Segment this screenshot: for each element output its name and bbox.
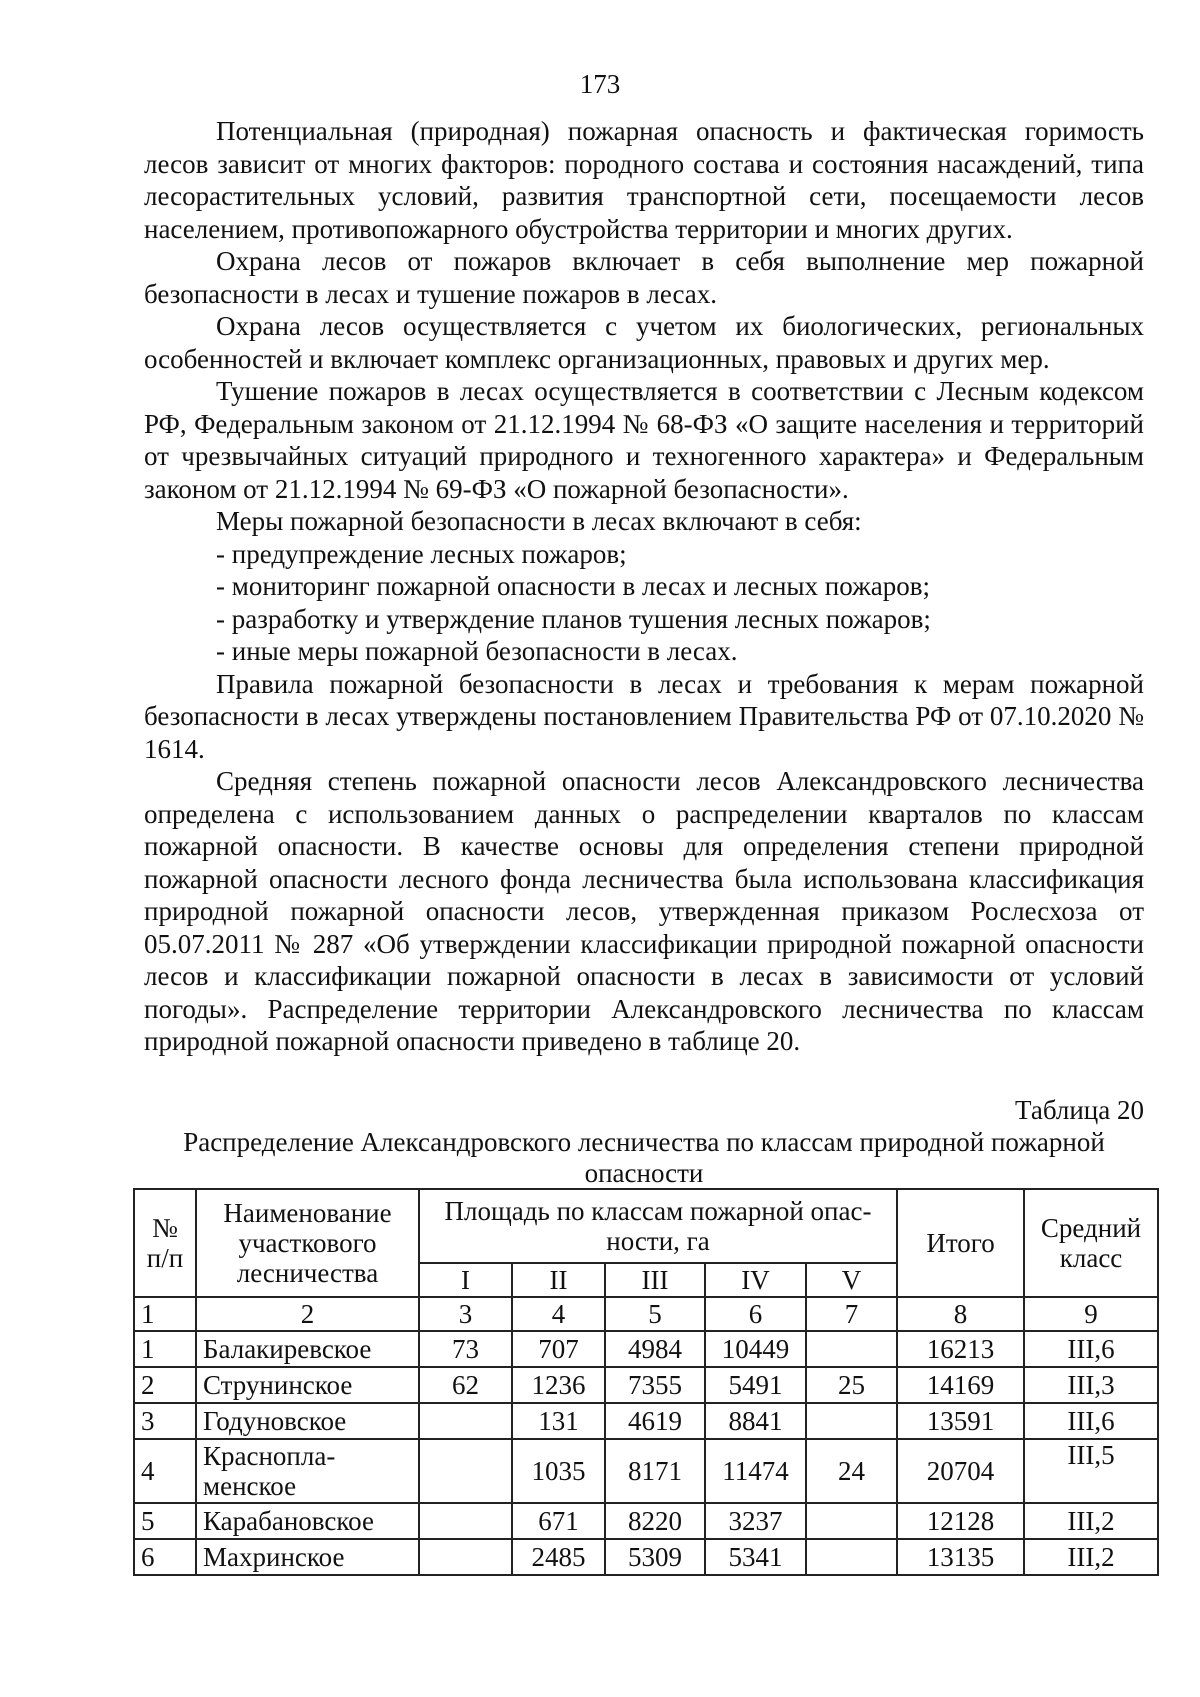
cell-class-5 <box>806 1403 897 1439</box>
table-caption: Распределение Александровского лесничества по классам природной пожарной опасности <box>183 1127 1105 1188</box>
header-class: I <box>419 1263 512 1297</box>
table-row <box>134 1439 1158 1503</box>
header-class: III <box>605 1263 705 1297</box>
col-number: 8 <box>897 1297 1024 1331</box>
cell-class-4: 5341 <box>705 1539 806 1575</box>
header-num: № п/п <box>134 1189 196 1297</box>
col-number: 3 <box>419 1297 512 1331</box>
header-avg: Средний класс <box>1024 1189 1158 1297</box>
table-row <box>134 1503 1158 1539</box>
cell-class-2: 1035 <box>512 1439 605 1503</box>
table-number: Таблица 20 <box>1015 1095 1144 1125</box>
cell-avg: III,3 <box>1024 1367 1158 1403</box>
cell-total: 13135 <box>897 1539 1024 1575</box>
cell-class-2: 131 <box>512 1403 605 1439</box>
cell-class-5 <box>806 1331 897 1367</box>
cell-name: Карабановское <box>196 1503 419 1539</box>
cell-class-4: 3237 <box>705 1503 806 1539</box>
col-number: 2 <box>196 1297 419 1331</box>
list-item: - разработку и утверждение планов тушения лесных пожаров; <box>216 603 931 634</box>
cell-class-1 <box>419 1403 512 1439</box>
fire-danger-table <box>133 1188 1159 1576</box>
cell-name: Махринское <box>196 1539 419 1575</box>
cell-class-1 <box>419 1539 512 1575</box>
cell-total: 16213 <box>897 1331 1024 1367</box>
header-class: V <box>806 1263 897 1297</box>
cell-class-3: 4984 <box>605 1331 705 1367</box>
cell-class-3: 4619 <box>605 1403 705 1439</box>
list-item: - предупреждение лесных пожаров; <box>216 538 627 569</box>
cell-num: 6 <box>134 1539 196 1575</box>
cell-total: 14169 <box>897 1367 1024 1403</box>
col-number: 9 <box>1024 1297 1158 1331</box>
paragraph: Тушение пожаров в лесах осуществляется в соответствии с Лесным кодексом РФ, Федеральным законом от 21.12.1994 № 68-ФЗ «О защите населения и территорий от чрезвычайных ситуаций природного и техногенного характера» и Федеральным законом от 21.12.1994 № 69-ФЗ «О пожарной безопасности». <box>144 376 1144 504</box>
cell-class-5 <box>806 1503 897 1539</box>
header-total: Итого <box>897 1189 1024 1297</box>
cell-class-3: 8220 <box>605 1503 705 1539</box>
cell-avg: III,2 <box>1024 1539 1158 1575</box>
col-number: 7 <box>806 1297 897 1331</box>
cell-class-1 <box>419 1439 512 1503</box>
cell-class-3: 8171 <box>605 1439 705 1503</box>
cell-total: 20704 <box>897 1439 1024 1503</box>
header-class: IV <box>705 1263 806 1297</box>
cell-class-4: 10449 <box>705 1331 806 1367</box>
cell-class-2: 707 <box>512 1331 605 1367</box>
cell-class-5: 24 <box>806 1439 897 1503</box>
cell-name: Краснопла-менское <box>196 1439 419 1503</box>
paragraph: Правила пожарной безопасности в лесах и требования к мерам пожарной безопасности в лесах утверждены постановлением Правительства РФ от 07.10.2020 № 1614. <box>144 668 1144 764</box>
list-item: - иные меры пожарной безопасности в лесах. <box>216 636 738 666</box>
cell-num: 3 <box>134 1403 196 1439</box>
cell-class-4: 11474 <box>705 1439 806 1503</box>
cell-name: Балакиревское <box>196 1331 419 1367</box>
cell-num: 5 <box>134 1503 196 1539</box>
col-number: 1 <box>134 1297 196 1331</box>
cell-class-3: 7355 <box>605 1367 705 1403</box>
cell-total: 12128 <box>897 1503 1024 1539</box>
list-item: - мониторинг пожарной опасности в лесах и лесных пожаров; <box>216 571 930 601</box>
cell-class-1: 73 <box>419 1331 512 1367</box>
table-row <box>134 1331 1158 1367</box>
body-text <box>144 115 1144 1058</box>
cell-name: Годуновское <box>196 1403 419 1439</box>
cell-class-2: 2485 <box>512 1539 605 1575</box>
table-row <box>134 1403 1158 1439</box>
cell-class-5 <box>806 1539 897 1575</box>
col-number: 4 <box>512 1297 605 1331</box>
cell-class-2: 671 <box>512 1503 605 1539</box>
cell-class-2: 1236 <box>512 1367 605 1403</box>
table-row <box>134 1367 1158 1403</box>
cell-class-5: 25 <box>806 1367 897 1403</box>
header-class: II <box>512 1263 605 1297</box>
cell-num: 4 <box>134 1439 196 1503</box>
cell-avg: III,5 <box>1024 1439 1158 1503</box>
cell-avg: III,2 <box>1024 1503 1158 1539</box>
cell-class-4: 5491 <box>705 1367 806 1403</box>
paragraph: Охрана лесов осуществляется с учетом их биологических, региональных особенностей и включает комплекс организационных, правовых и других мер. <box>144 311 1144 374</box>
header-area: Площадь по классам пожарной опас-ности, га <box>419 1189 897 1263</box>
col-number: 6 <box>705 1297 806 1331</box>
cell-class-4: 8841 <box>705 1403 806 1439</box>
cell-class-1 <box>419 1503 512 1539</box>
page-number: 173 <box>579 69 621 99</box>
paragraph: Меры пожарной безопасности в лесах включают в себя: <box>216 506 862 536</box>
cell-avg: III,6 <box>1024 1403 1158 1439</box>
cell-num: 1 <box>134 1331 196 1367</box>
table-row <box>134 1539 1158 1575</box>
paragraph: Потенциальная (природная) пожарная опасность и фактическая горимость лесов зависит от многих факторов: породного состава и состояния насаждений, типа лесорастительных условий, развития транспортной сети, посещаемости лесов населением, противопожарного обустройства территории и многих других. <box>144 116 1144 244</box>
paragraph: Охрана лесов от пожаров включает в себя выполнение мер пожарной безопасности в лесах и тушение пожаров в лесах. <box>144 246 1144 309</box>
cell-num: 2 <box>134 1367 196 1403</box>
cell-name: Струнинское <box>196 1367 419 1403</box>
cell-total: 13591 <box>897 1403 1024 1439</box>
cell-avg: III,6 <box>1024 1331 1158 1367</box>
col-number: 5 <box>605 1297 705 1331</box>
cell-class-3: 5309 <box>605 1539 705 1575</box>
paragraph: Средняя степень пожарной опасности лесов Александровского лесничества определена с использованием данных о распределении кварталов по классам пожарной опасности. В качестве основы для определения степени природной пожарной опасности лесного фонда лесничества была использована классификация природной пожарной опасности лесов, утвержденная приказом Рослесхоза от 05.07.2011 № 287 «Об утверждении классификации природной пожарной опасности лесов и классификации пожарной опасности в лесах в зависимости от условий погоды». Распределение территории Александровского лесничества по классам природной пожарной опасности приведено в таблице 20. <box>144 766 1144 1056</box>
header-name: Наименование участкового лесничества <box>196 1189 419 1297</box>
cell-class-1: 62 <box>419 1367 512 1403</box>
